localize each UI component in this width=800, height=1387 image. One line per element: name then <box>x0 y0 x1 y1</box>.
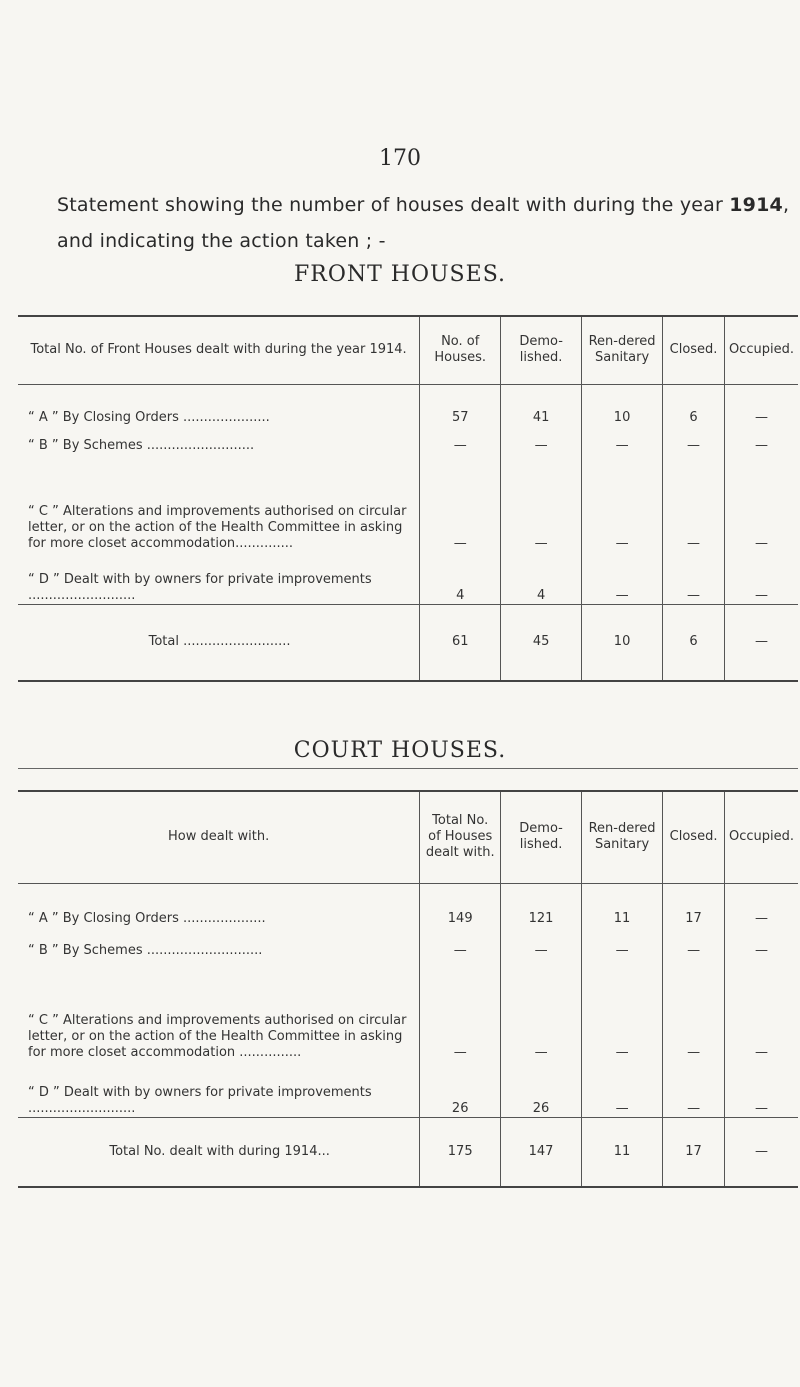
front-row-c-demolished: — <box>501 454 582 552</box>
court-row-a-closed: 17 <box>663 883 725 927</box>
front-header-rendered-sanitary: Ren-dered Sanitary <box>581 316 662 384</box>
court-row-d <box>18 1061 798 1117</box>
front-row-c-label: “ C ” Alterations and improvements authorised on circular letter, or on the action of the Health Committee in asking for more closet accommodation.............. <box>28 504 407 551</box>
court-total-row <box>18 1117 798 1187</box>
front-row-d-rendered: — <box>581 552 662 604</box>
front-header-row <box>18 316 798 384</box>
page-number: 170 <box>379 146 421 171</box>
court-row-b-demolished: — <box>501 927 582 959</box>
court-row-c-occupied: — <box>724 959 798 1061</box>
court-row-a-demolished: 121 <box>501 883 582 927</box>
court-row-b-houses: — <box>420 927 501 959</box>
front-houses-title: FRONT HOUSES. <box>294 262 506 287</box>
court-total-houses: 175 <box>420 1117 501 1187</box>
front-row-b-label: “ B ” By Schemes .......................... <box>28 438 255 453</box>
court-header-description: How dealt with. <box>18 791 420 883</box>
court-row-c-demolished: — <box>501 959 582 1061</box>
front-row-a-rendered: 10 <box>581 384 662 426</box>
court-row-c-closed: — <box>663 959 725 1061</box>
court-header-total-houses: Total No. of Houses dealt with. <box>420 791 501 883</box>
court-total-occupied: — <box>724 1117 798 1187</box>
front-row-c <box>18 454 798 552</box>
front-total-rendered: 10 <box>581 604 662 681</box>
front-row-b-closed: — <box>663 426 725 454</box>
court-header-row <box>18 791 798 883</box>
court-title-rule <box>18 768 798 769</box>
front-row-d-occupied: — <box>724 552 798 604</box>
front-row-b <box>18 426 798 454</box>
front-row-b-occupied: — <box>724 426 798 454</box>
front-row-c-closed: — <box>663 454 725 552</box>
front-row-a-closed: 6 <box>663 384 725 426</box>
court-total-closed: 17 <box>663 1117 725 1187</box>
front-row-a <box>18 384 798 426</box>
intro-text-after: , and indicating the action taken ; - <box>57 194 790 252</box>
front-row-c-occupied: — <box>724 454 798 552</box>
front-row-d <box>18 552 798 604</box>
court-total-demolished: 147 <box>501 1117 582 1187</box>
court-row-b <box>18 927 798 959</box>
court-row-c-rendered: — <box>581 959 662 1061</box>
front-row-a-demolished: 41 <box>501 384 582 426</box>
court-row-b-occupied: — <box>724 927 798 959</box>
front-total-closed: 6 <box>663 604 725 681</box>
front-row-d-closed: — <box>663 552 725 604</box>
front-row-d-label: “ D ” Dealt with by owners for private improvements .......................... <box>28 571 372 603</box>
court-row-c <box>18 959 798 1061</box>
front-header-closed: Closed. <box>663 316 725 384</box>
court-row-a-occupied: — <box>724 883 798 927</box>
court-houses-title: COURT HOUSES. <box>293 738 507 763</box>
court-row-d-closed: — <box>663 1061 725 1117</box>
court-total-rendered: 11 <box>581 1117 662 1187</box>
front-row-a-label: “ A ” By Closing Orders ..................... <box>28 410 270 425</box>
front-row-c-rendered: — <box>581 454 662 552</box>
court-row-d-occupied: — <box>724 1061 798 1117</box>
court-row-a <box>18 883 798 927</box>
front-total-houses: 61 <box>420 604 501 681</box>
court-row-b-label: “ B ” By Schemes ............................ <box>28 943 263 958</box>
court-houses-table <box>18 790 798 1188</box>
front-row-a-occupied: — <box>724 384 798 426</box>
court-row-c-houses: — <box>420 959 501 1061</box>
intro-statement <box>57 187 797 259</box>
court-row-d-label: “ D ” Dealt with by owners for private improvements .......................... <box>28 1084 372 1116</box>
court-row-a-label: “ A ” By Closing Orders .................... <box>28 911 266 926</box>
front-total-row <box>18 604 798 681</box>
front-row-a-houses: 57 <box>420 384 501 426</box>
front-total-label: Total .......................... <box>18 604 420 681</box>
front-row-b-rendered: — <box>581 426 662 454</box>
front-total-demolished: 45 <box>501 604 582 681</box>
front-header-demolished: Demo-lished. <box>501 316 582 384</box>
court-header-occupied: Occupied. <box>724 791 798 883</box>
front-row-d-houses: 4 <box>420 552 501 604</box>
front-header-description: Total No. of Front Houses dealt with during the year 1914. <box>18 316 420 384</box>
front-header-occupied: Occupied. <box>724 316 798 384</box>
court-header-rendered-sanitary: Ren-dered Sanitary <box>581 791 662 883</box>
court-header-closed: Closed. <box>663 791 725 883</box>
court-total-label: Total No. dealt with during 1914... <box>18 1117 420 1187</box>
court-row-d-demolished: 26 <box>501 1061 582 1117</box>
front-row-b-houses: — <box>420 426 501 454</box>
front-houses-table <box>18 315 798 682</box>
front-row-c-houses: — <box>420 454 501 552</box>
court-row-c-label: “ C ” Alterations and improvements authorised on circular letter, or on the action of the Health Committee in asking for more closet accommodation ............... <box>28 1013 407 1060</box>
front-row-d-demolished: 4 <box>501 552 582 604</box>
front-header-houses: No. of Houses. <box>420 316 501 384</box>
court-row-a-rendered: 11 <box>581 883 662 927</box>
intro-year: 1914 <box>729 194 783 216</box>
intro-text-before: Statement showing the number of houses dealt with during the year <box>57 194 724 216</box>
court-row-b-rendered: — <box>581 927 662 959</box>
court-header-demolished: Demo-lished. <box>501 791 582 883</box>
court-row-a-houses: 149 <box>420 883 501 927</box>
court-row-d-houses: 26 <box>420 1061 501 1117</box>
court-row-b-closed: — <box>663 927 725 959</box>
front-total-occupied: — <box>724 604 798 681</box>
court-row-d-rendered: — <box>581 1061 662 1117</box>
front-row-b-demolished: — <box>501 426 582 454</box>
